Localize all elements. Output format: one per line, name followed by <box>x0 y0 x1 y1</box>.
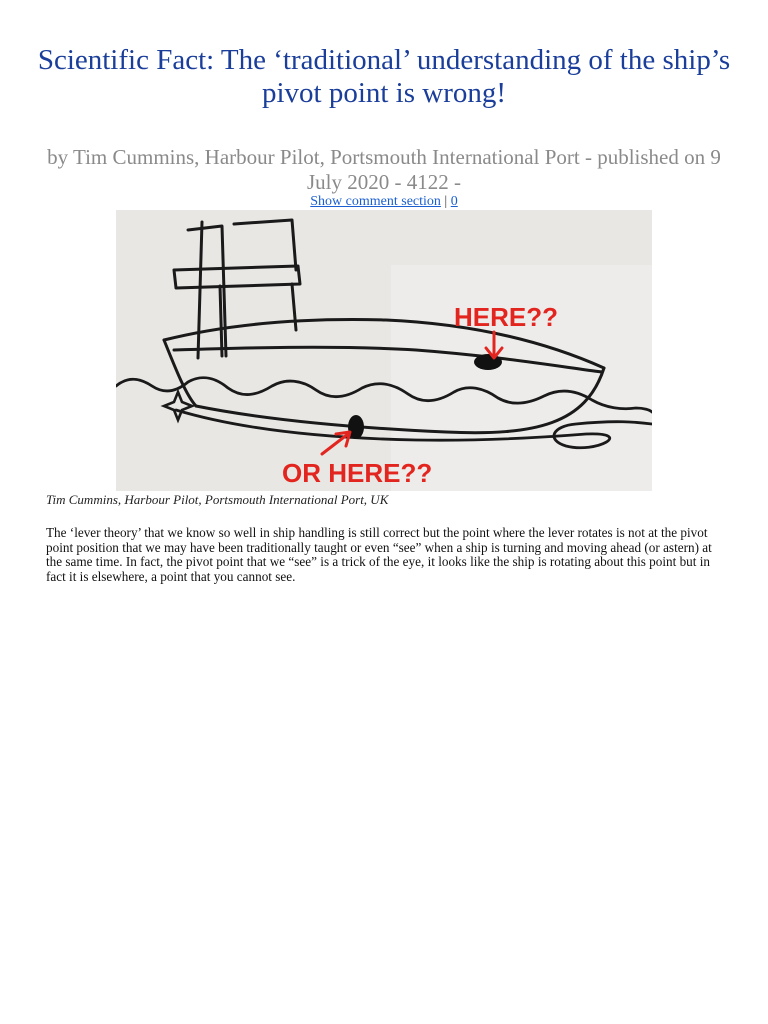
label-or-here: OR HERE?? <box>282 458 433 488</box>
pivot-point-sketch <box>116 210 652 491</box>
article-title: Scientific Fact: The ‘traditional’ understanding of the ship’s pivot point is wrong! <box>37 44 731 109</box>
comment-links <box>30 193 738 210</box>
comment-count-link[interactable]: 0 <box>450 194 458 209</box>
ship-sketch-svg <box>116 210 652 491</box>
label-here: HERE?? <box>454 302 558 332</box>
show-comments-link[interactable]: Show comment section <box>310 194 441 209</box>
upper-pivot-dot <box>474 354 502 370</box>
article-paragraph: The ‘lever theory’ that we know so well in ship handling is still correct but the point where the lever rotates is not at the pivot point position that we may have been traditionally taught or even “see” when a ship is turning and moving ahead (or astern) at the same time. In fact, the pivot point that we “see” is a trick of the eye, it looks like the ship is rotating about this point but in fact it is elsewhere, a point that you cannot see. <box>46 525 712 584</box>
figure-caption: Tim Cummins, Harbour Pilot, Portsmouth International Port, UK <box>46 492 389 507</box>
article-byline: by Tim Cummins, Harbour Pilot, Portsmouth International Port - published on 9 July 2020 - 4122 - <box>47 145 721 194</box>
link-separator: | <box>444 194 448 209</box>
